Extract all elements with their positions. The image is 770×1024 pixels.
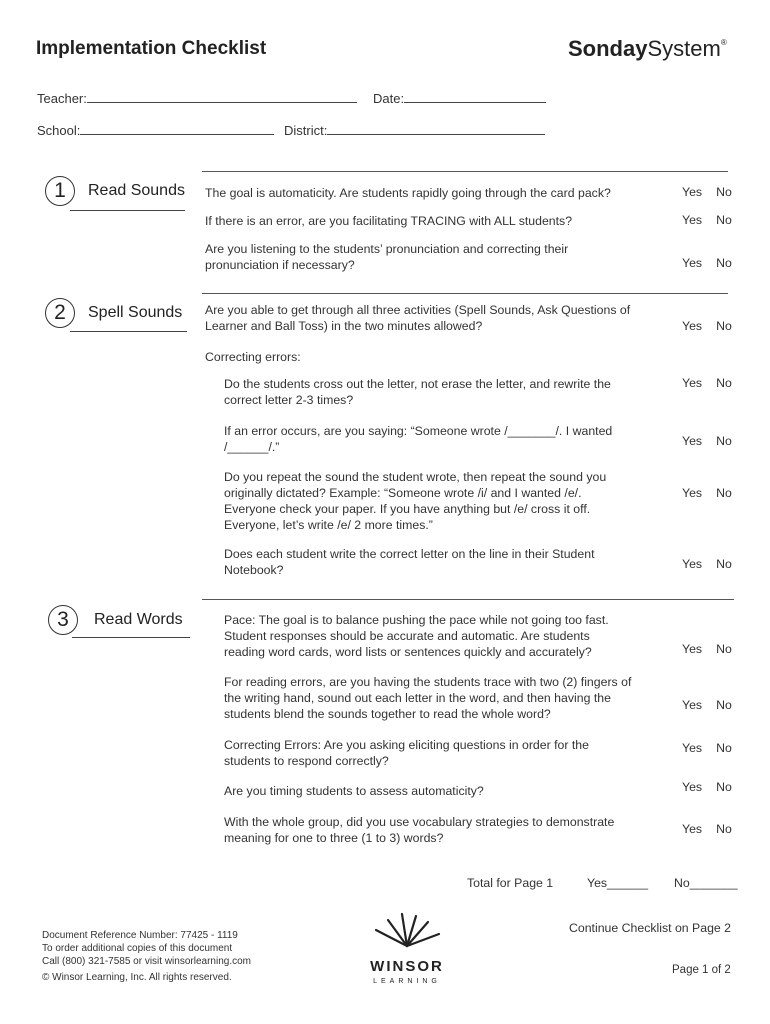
yes-option[interactable]: Yes — [682, 434, 703, 448]
date-line[interactable] — [404, 90, 546, 103]
yes-option[interactable]: Yes — [682, 213, 703, 227]
section-number: 3 — [48, 605, 78, 635]
yes-no-choice[interactable] — [682, 376, 732, 390]
page-number: Page 1 of 2 — [672, 964, 731, 976]
section-title: Spell Sounds — [88, 304, 183, 321]
yes-no-choice[interactable] — [682, 185, 732, 199]
teacher-label: Teacher: — [37, 91, 87, 106]
yes-option[interactable]: Yes — [682, 376, 703, 390]
yes-no-choice[interactable] — [682, 256, 732, 270]
document-reference: Document Reference Number: 77425 - 1119 — [42, 930, 238, 941]
yes-no-choice[interactable] — [682, 741, 732, 755]
question-text: The goal is automaticity. Are students rapidly going through the card pack? — [205, 186, 611, 200]
question-text: Are you timing students to assess automaticity? — [224, 784, 484, 798]
no-option[interactable]: No — [716, 486, 732, 500]
question-text: Do the students cross out the letter, not erase the letter, and rewrite the correct letter 2-3 times? — [224, 377, 611, 407]
continue-note: Continue Checklist on Page 2 — [569, 921, 732, 935]
question-text: If there is an error, are you facilitating TRACING with ALL students? — [205, 214, 573, 228]
section-number: 1 — [45, 176, 75, 206]
contact-text: Call (800) 321-7585 or visit winsorlearning.com — [42, 956, 251, 967]
teacher-line[interactable] — [87, 90, 357, 103]
yes-option[interactable]: Yes — [682, 698, 703, 712]
district-field[interactable] — [284, 122, 545, 138]
school-field[interactable] — [37, 122, 274, 138]
sunburst-icon — [362, 910, 452, 950]
yes-option[interactable]: Yes — [682, 557, 703, 571]
no-option[interactable]: No — [716, 780, 732, 794]
section-underline — [72, 637, 190, 638]
no-option[interactable]: No — [716, 822, 732, 836]
winsor-learning-logo — [362, 910, 452, 986]
yes-option[interactable]: Yes — [682, 642, 703, 656]
yes-no-choice[interactable] — [682, 213, 732, 227]
question-text: Are you able to get through all three activities (Spell Sounds, Ask Questions of Learner and Ball Toss) in the two minutes allowed? — [205, 303, 631, 333]
question-text: Do you repeat the sound the student wrote, then repeat the sound you originally dictated? Example: “Someone wrote /i/ and I wanted /e/. Everyone check your paper. If you have anything but /e/ cross it off. Everyone, let’s write /e/ 2 more times.” — [224, 470, 607, 532]
district-line[interactable] — [327, 122, 545, 135]
order-text: To order additional copies of this document — [42, 943, 233, 954]
question-text: With the whole group, did you use vocabulary strategies to demonstrate meaning for one to three (1 to 3) words? — [224, 815, 615, 845]
question-text: Pace: The goal is to balance pushing the pace while not going too fast. Student responses should be accurate and automatic. Are students reading word cards, word lists or sentences quickly and accurately? — [224, 613, 609, 659]
yes-option[interactable]: Yes — [682, 741, 703, 755]
page-title: Implementation Checklist — [36, 38, 267, 59]
no-option[interactable]: No — [716, 741, 732, 755]
teacher-field[interactable] — [37, 90, 357, 106]
no-option[interactable]: No — [716, 642, 732, 656]
no-option[interactable]: No — [716, 213, 732, 227]
yes-option[interactable]: Yes — [682, 185, 703, 199]
date-label: Date: — [373, 91, 405, 106]
no-option[interactable]: No — [716, 698, 732, 712]
logo-subtitle: LEARNING — [373, 978, 441, 985]
yes-no-choice[interactable] — [682, 780, 732, 794]
yes-option[interactable]: Yes — [682, 486, 703, 500]
school-label: School: — [37, 123, 81, 138]
total-no-field[interactable]: No_______ — [674, 876, 738, 890]
section-divider — [202, 293, 728, 294]
subheading: Correcting errors: — [205, 350, 301, 364]
section-divider — [202, 599, 734, 600]
date-field[interactable] — [373, 90, 546, 106]
question-text: For reading errors, are you having the students trace with two (2) fingers of the writing hand, sound out each letter in the word, and then having the students blend the sounds together to read the whole word? — [224, 675, 632, 721]
yes-no-choice[interactable] — [682, 642, 732, 656]
section-number: 2 — [45, 298, 75, 328]
total-label: Total for Page 1 — [467, 876, 554, 890]
yes-no-choice[interactable] — [682, 698, 732, 712]
question-text: Correcting Errors: Are you asking eliciting questions in order for the students to respond correctly? — [224, 738, 589, 768]
yes-option[interactable]: Yes — [682, 822, 703, 836]
yes-option[interactable]: Yes — [682, 780, 703, 794]
district-label: District: — [284, 123, 328, 138]
copyright: © Winsor Learning, Inc. All rights reserved. — [42, 972, 232, 983]
no-option[interactable]: No — [716, 376, 732, 390]
yes-no-choice[interactable] — [682, 486, 732, 500]
section-title: Read Sounds — [88, 182, 185, 199]
question-text: Are you listening to the students’ pronunciation and correcting their pronunciation if necessary? — [205, 242, 569, 272]
yes-option[interactable]: Yes — [682, 256, 703, 270]
total-yes-field[interactable]: Yes______ — [587, 876, 649, 890]
question-text: If an error occurs, are you saying: “Someone wrote /_______/. I wanted /______/.” — [224, 424, 613, 454]
yes-no-choice[interactable] — [682, 822, 732, 836]
question-text: Does each student write the correct letter on the line in their Student Notebook? — [224, 547, 595, 577]
yes-no-choice[interactable] — [682, 434, 732, 448]
section-underline — [70, 210, 185, 211]
yes-no-choice[interactable] — [682, 557, 732, 571]
section-divider — [202, 171, 728, 172]
no-option[interactable]: No — [716, 319, 732, 333]
brand-logo: SondaySystem® — [568, 36, 727, 61]
no-option[interactable]: No — [716, 185, 732, 199]
yes-option[interactable]: Yes — [682, 319, 703, 333]
footer-info — [42, 929, 332, 984]
no-option[interactable]: No — [716, 256, 732, 270]
no-option[interactable]: No — [716, 557, 732, 571]
section-underline — [70, 331, 187, 332]
no-option[interactable]: No — [716, 434, 732, 448]
school-line[interactable] — [80, 122, 274, 135]
logo-wordmark: WINSOR — [370, 958, 444, 975]
yes-no-choice[interactable] — [682, 319, 732, 333]
section-title: Read Words — [94, 611, 183, 628]
